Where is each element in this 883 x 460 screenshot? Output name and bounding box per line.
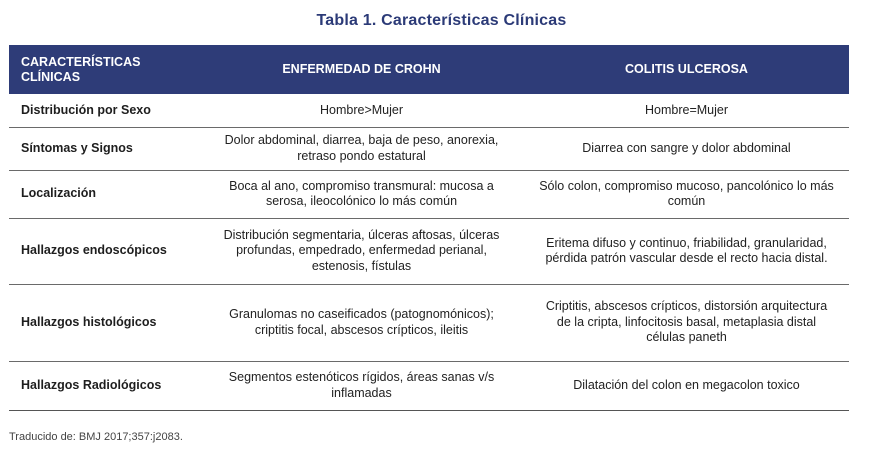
header-characteristics: CARACTERÍSTICAS CLÍNICAS xyxy=(21,54,141,84)
table-row xyxy=(9,170,849,218)
row-label: Localización xyxy=(21,186,97,201)
crohn-cell: Boca al ano, compromiso transmural: mucosa a serosa, ileocolónico lo más común xyxy=(229,178,494,208)
table-title: Tabla 1. Características Clínicas xyxy=(316,12,567,29)
table-row xyxy=(9,94,849,127)
row-label: Distribución por Sexo xyxy=(21,102,151,117)
crohn-cell: Distribución segmentaria, úlceras aftosas, úlceras profundas, empedrado, enfermedad perianal, estenosis, fístulas xyxy=(223,227,500,273)
crohn-cell: Segmentos estenóticos rígidos, áreas sanas v/s inflamadas xyxy=(228,370,495,400)
colitis-cell: Hombre=Mujer xyxy=(644,102,728,117)
crohn-cell: Granulomas no caseificados (patognomónicos); criptitis focal, abscesos crípticos, ileitis xyxy=(229,307,494,337)
clinical-characteristics-table xyxy=(9,45,849,411)
row-label: Síntomas y Signos xyxy=(21,140,133,155)
colitis-cell: Sólo colon, compromiso mucoso, pancolónico lo más común xyxy=(539,178,834,208)
header-colitis: COLITIS ULCEROSA xyxy=(625,62,748,76)
source-note: Traducido de: BMJ 2017;357:j2083. xyxy=(9,431,183,443)
colitis-cell: Criptitis, abscesos crípticos, distorsión arquitectura de la cripta, linfocitosis basal, metaplasia distal células paneth xyxy=(545,299,828,345)
table-header xyxy=(9,45,849,94)
row-label: Hallazgos histológicos xyxy=(21,314,157,329)
row-label: Hallazgos Radiológicos xyxy=(21,377,162,392)
colitis-cell: Eritema difuso y continuo, friabilidad, granularidad, pérdida patrón vascular desde el recto hacia distal. xyxy=(545,235,828,265)
crohn-cell: Dolor abdominal, diarrea, baja de peso, anorexia, retraso pondo estatural xyxy=(224,133,499,163)
crohn-cell: Hombre>Mujer xyxy=(319,102,403,117)
table-row xyxy=(9,127,849,170)
row-label: Hallazgos endoscópicos xyxy=(21,243,167,258)
header-row xyxy=(9,45,849,94)
header-crohn: ENFERMEDAD DE CROHN xyxy=(282,62,441,76)
table-row xyxy=(9,284,849,361)
table-row xyxy=(9,218,849,284)
table-body xyxy=(9,94,849,410)
table-row xyxy=(9,361,849,410)
colitis-cell: Dilatación del colon en megacolon toxico xyxy=(573,377,800,392)
colitis-cell: Diarrea con sangre y dolor abdominal xyxy=(582,140,791,155)
